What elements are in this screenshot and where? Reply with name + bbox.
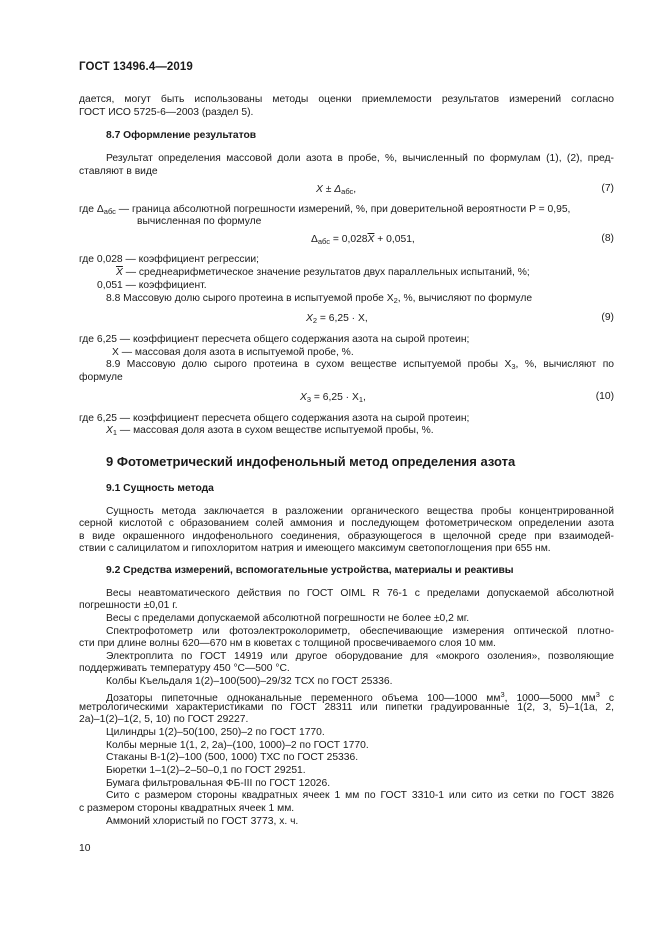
item-dispensers-line-2: метрологическими характеристиками по ГОСТ 28311 или пипетки градуированные 1(2, 3, 5)–1(1а, 2,: [79, 702, 614, 713]
where-delta-line-2: вычисленная по формуле: [137, 216, 262, 227]
s89-text-b: , %, вычисляют по: [515, 359, 614, 370]
item-spectro-line-1: Спектрофотометр или фотоэлектроколориметр, обеспечивающие измерения оптической плотно-: [106, 626, 614, 637]
formula-10-number: (10): [595, 391, 614, 402]
section-8-9-line-1: [106, 358, 614, 373]
formula-10: [300, 391, 366, 406]
where-625-b: где 6,25 — коэффициент пересчета общего содержания азота на сырой протеин;: [79, 413, 470, 424]
s89-sub: 3: [511, 362, 516, 371]
s89-text-a: 8.9 Массовую долю сырого протеина в сухом веществе испытуемой пробы X: [106, 359, 512, 370]
item-scales-line-1: Весы неавтоматического действия по ГОСТ OIML R 76-1 с пределами допускаемой абсолютной: [106, 588, 614, 599]
where-delta-text: — граница абсолютной погрешности измерений, %, при доверительной вероятности P = 0,95,: [115, 204, 571, 215]
s91-line-3: в виде окрашенного индофенольного соединения, образующегося в щелочной среде при взаимодей-: [79, 531, 614, 542]
formula-9-x: X: [306, 313, 313, 324]
s88-sub: 2: [393, 296, 398, 305]
formula-7: [316, 183, 356, 198]
s91-line-4: ствии с салицилатом и гипохлоритом натрия и имеющего максимум светопоглощения при 655 нм.: [79, 543, 551, 554]
s88-text-b: , %, вычисляют по формуле: [397, 293, 533, 304]
s91-line-1: Сущность метода заключается в разложении органического вещества пробы концентрированной: [106, 506, 614, 517]
item-sieve-line-2: с размером стороны квадратных ячеек 1 мм.: [79, 803, 295, 814]
section-9-title: 9 Фотометрический индофенольный метод определения азота: [106, 454, 516, 469]
section-9-2-title: 9.2 Средства измерений, вспомогательные устройства, материалы и реактивы: [106, 565, 514, 576]
where-x1-sub: 1: [112, 428, 118, 437]
item-beakers: Стаканы В-1(2)–100 (500, 1000) ТХС по ГОСТ 25336.: [106, 752, 359, 763]
where-delta-prefix: где Δ: [79, 204, 104, 215]
formula-9-sub: 2: [312, 316, 318, 325]
where-625-a: где 6,25 — коэффициент пересчета общего содержания азота на сырой протеин;: [79, 334, 470, 345]
formula-9-tail: = 6,25 · X,: [317, 313, 368, 324]
s87-paragraph-line-1: Результат определения массовой доли азота в пробе, %, вычисленный по формулам (1), (2), пред-: [106, 153, 614, 164]
formula-8-coef: = 0,028: [330, 234, 368, 245]
formula-7-main: X ± Δ: [316, 184, 342, 195]
section-8-9-line-2: формуле: [79, 372, 123, 383]
formula-8-xbar: $\overline{X}$: [367, 234, 375, 245]
item-scales-2: Весы с пределами допускаемой абсолютной погрешности не более ±0,2 мг.: [106, 613, 470, 624]
section-8-7-title: 8.7 Оформление результатов: [106, 130, 257, 141]
item-flasks: Колбы мерные 1(1, 2, 2а)–(100, 1000)–2 по ГОСТ 1770.: [106, 740, 369, 751]
formula-7-sub: абс: [341, 187, 354, 196]
formula-8-delta: Δ: [311, 234, 318, 245]
formula-7-number: (7): [601, 183, 614, 194]
item-scales-line-2: погрешности ±0,01 г.: [79, 600, 178, 611]
s88-text-a: 8.8 Массовую долю сырого протеина в испытуемой пробе X: [106, 293, 394, 304]
where-xbar: [116, 266, 530, 279]
dispensers-text-b: , 1000—5000 мм: [504, 693, 596, 704]
item-kjeldahl: Колбы Къельдаля 1(2)–100(500)–29/32 ТСХ по ГОСТ 25336.: [106, 676, 393, 687]
formula-10-mid: = 6,25 · X: [311, 392, 359, 403]
item-spectro-line-2: сти при длине волны 620—670 нм в кюветах с толщиной просвечиваемого слоя 10 мм.: [79, 638, 496, 649]
formula-10-x3: X: [300, 392, 307, 403]
formula-9-number: (9): [601, 312, 614, 323]
intro-line-1: дается, могут быть использованы методы оценки приемлемости результатов измерений согласно: [79, 94, 614, 105]
where-delta-sub: абс: [103, 207, 116, 216]
formula-9: [306, 312, 368, 327]
intro-line-2: ГОСТ ИСО 5725-6—2003 (раздел 5).: [79, 107, 254, 118]
item-filter-paper: Бумага фильтровальная ФБ-III по ГОСТ 12026.: [106, 778, 331, 789]
where-x1-symbol: X: [106, 425, 113, 436]
item-dispensers-line-3: 2а)–1(2)–1(2, 5, 10) по ГОСТ 29227.: [79, 714, 249, 725]
where-0028: где 0,028 — коэффициент регрессии;: [79, 254, 259, 265]
formula-8-tail: + 0,051,: [374, 234, 415, 245]
item-burettes: Бюретки 1–1(2)–2–50–0,1 по ГОСТ 29251.: [106, 765, 306, 776]
where-xbar-symbol: $\overline{X}$: [116, 267, 123, 278]
formula-10-sub1: 3: [306, 395, 312, 404]
section-8-8: [106, 292, 532, 307]
where-x1: [106, 424, 434, 439]
s87-paragraph-line-2: ставляют в виде: [79, 166, 158, 177]
where-0051: 0,051 — коэффициент.: [97, 280, 207, 291]
section-9-1-title: 9.1 Сущность метода: [106, 483, 214, 494]
item-cylinders: Цилиндры 1(2)–50(100, 250)–2 по ГОСТ 1770.: [106, 727, 325, 738]
formula-8-number: (8): [601, 233, 614, 244]
dispensers-text-c: с: [599, 693, 614, 704]
where-x: X — массовая доля азота в испытуемой пробе, %.: [112, 347, 354, 358]
formula-7-tail: ,: [353, 184, 357, 195]
page-number: 10: [79, 843, 91, 854]
item-sieve-line-1: Сито с размером стороны квадратных ячеек 1 мм по ГОСТ 3310-1 или сито из сетки по ГОСТ 3826: [106, 790, 614, 801]
formula-8-sub: абс: [317, 237, 331, 246]
s91-line-2: серной кислотой с образованием солей аммония и последующем фотометрическом определении азота: [79, 518, 614, 529]
item-stove-line-1: Электроплита по ГОСТ 14919 или другое оборудование для «мокрого озоления», позволяющие: [106, 651, 614, 662]
where-x1-text: — массовая доля азота в сухом веществе испытуемой пробы, %.: [117, 425, 434, 436]
item-stove-line-2: поддерживать температуру 450 °С—500 °С.: [79, 663, 290, 674]
dispensers-sup-2: 3: [595, 690, 600, 699]
formula-10-tail: ,: [363, 392, 366, 403]
dispensers-text-a: Дозаторы пипеточные одноканальные переменного объема 100—1000 мм: [106, 693, 501, 704]
where-xbar-text: — среднеарифметическое значение результатов двух параллельных испытаний, %;: [122, 267, 530, 278]
item-ammonium-chloride: Аммоний хлористый по ГОСТ 3773, х. ч.: [106, 816, 299, 827]
dispensers-sup-1: 3: [500, 690, 505, 699]
formula-8: [311, 233, 415, 248]
document-header: ГОСТ 13496.4—2019: [79, 61, 193, 73]
formula-10-sub2: 1: [358, 395, 364, 404]
